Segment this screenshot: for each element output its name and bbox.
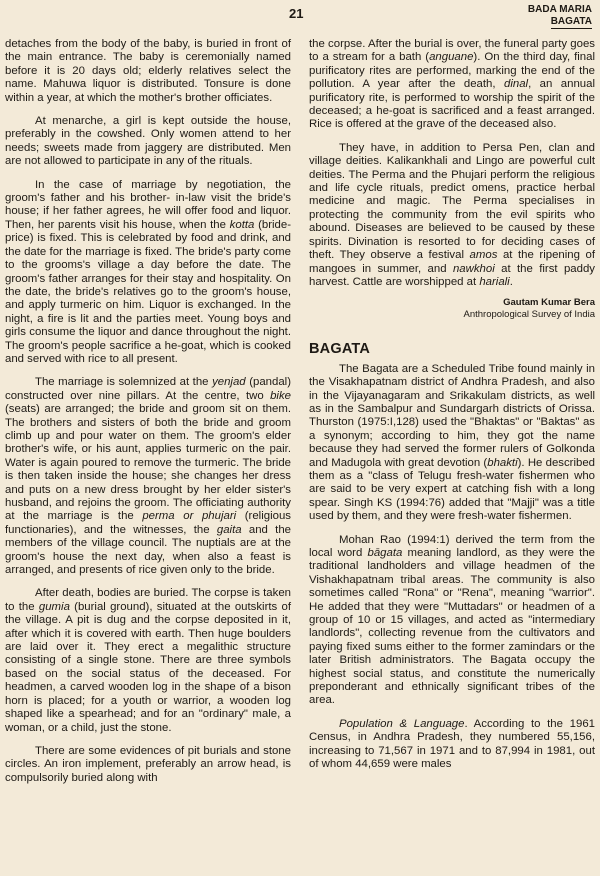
term: nawkhoi — [452, 262, 495, 275]
author-signature — [309, 297, 595, 321]
page-number: 21 — [289, 6, 304, 21]
term: gaita — [216, 523, 242, 536]
section-heading: BAGATA — [309, 341, 371, 358]
paragraph: Population & Language. According to the 1961 Census, in Andhra Pradesh, they numbered 55,156, increasing to 71,567 in 1971 and to 87,994 in 1981, out of whom 44,659 were males — [309, 717, 595, 771]
paragraph: the corpse. After the burial is over, the funeral party goes to a stream for a bath (anguane). On the third day, final purificatory rites are performed, marking the end of the pollution. A year after the death, dinal, an annual purificatory rite, is performed to worship the spirit of the deceased; a he-goat is sacrificed and a feast arranged. Rice is offered at the grave of the deceased also. — [309, 38, 595, 131]
term: dinal — [504, 78, 529, 91]
paragraph: There are some evidences of pit burials and stone circles. An iron implement, preferably an arrow head, is compulsorily buried along with — [5, 744, 291, 784]
author-affiliation: Anthropological Survey of India — [463, 309, 595, 321]
right-column — [309, 38, 595, 782]
term: perma or phujari — [142, 510, 237, 523]
paragraph: They have, in addition to Persa Pen, clan and village deities. Kalikankhali and Lingo are powerful cult deities. The Perma and the Phujari perform the religious and life cycle rituals, predict omens, practice herbal medicine and magic. The Perma specialises in protecting the community from the evil spirits who abound. Diseases are believed to be caused by these spirits. Divination is resorted to for deciding cases of theft. They observe a festival amos at the ripening of mangoes in summer, and nawkhoi at the first paddy harvest. Cattle are worshipped at hariali. — [309, 141, 595, 288]
term: bhakti — [487, 456, 518, 469]
term: gumia — [38, 600, 70, 613]
paragraph: detaches from the body of the baby, is buried in front of the main entrance. The baby is ceremonially named before it is 20 days old; elderly relatives select the name. Mahuwa liquor is distributed. Tonsure is done within a year, at which the mother's brother officiates. — [5, 38, 291, 104]
paragraph: The Bagata are a Scheduled Tribe found mainly in the Visakhapatnam district of Andhra Pradesh, and also in the Vijayanagaram and Srikakulam districts, as well as in the Sambalpur and Sundargarh districts of Orissa. Thurston (1975:I,128) used the "Bhaktas" or "Baktas" as a synonym; according to him, they got the name because they had served the former rulers of Golkonda and Madugola with great devotion (bhakti). He described them as a "class of Telugu fresh-water fishermen who are said to be very expert at catching fish with a long spear. Singh KS (1994:76) added that "Majji" was a title used by them, and they were fresh-water fishermen. — [309, 362, 595, 523]
paragraph: The marriage is solemnized at the yenjad (pandal) constructed over nine pillars. At the centre, two bike (seats) are arranged; the bride and groom sit on them. The brothers and sisters of both the bride and groom climb up and pour water on them. The groom's elder brother's wife, or his aunt, applies turmeric on the pair. Water is again poured to remove the turmeric. The bride is then taken inside the house; she changes her dress and puts on a new dress brought by her elder sister's husband, and rejoins the groom. The officiating authority at the marriage is the perma or phujari (religious functionaries), and the witnesses, the gaita and the members of the village council. The nuptials are at the groom's house the next day, when also a feast is arranged, and presents of rice given only to the bride. — [5, 376, 292, 577]
term: bāgata — [367, 547, 403, 559]
term: Population & Language — [339, 717, 465, 730]
running-subtitle: BAGATA — [550, 16, 592, 27]
paragraph: In the case of marriage by negotiation, the groom's father and his brother- in-law visit the bride's house; if her father agrees, he will offer food and liquor. Then, her parents visit his house, when the kotta (bride-price) is fixed. This is celebrated by food and drink, and the date for the marriage is fixed. The bride's party come to the grooms's village a day before the date. The groom's father arranges for their stay and hospitality. On the date, the bride's relatives go to the groom's house, and apply turmeric on him. Liquor is exchanged. In the night, a fire is lit and the parties meet. Young boys and girls consume the liquor and dance throughout the night. The groom's people sacrifice a he-goat, which is cooked and served with rice to all present. — [5, 178, 291, 365]
paragraph: At menarche, a girl is kept outside the house, preferably in the cowshed. Only women attend to her needs; sweets made from jaggery are distributed. Men are not allowed to participate in any of the rituals. — [5, 115, 291, 168]
term: kotta — [229, 218, 255, 231]
term: anguane — [429, 51, 474, 64]
paragraph: After death, bodies are buried. The corpse is taken to the gumia (burial ground), situated at the outskirts of the village. A pit is dug and the corpse deposited in it, after which it is covered with earth. Then huge boulders are laid over it. They erect a megalithic structure consisting of a single stone. There are three symbols based on the social status of the deceased. For headmen, a carved wooden log in the shape of a bison horn is placed; for a youth or warrior, a wooden log shaped like a spearhead; and for an "ordinary" male, a woman, or a child, just the stone. — [5, 587, 291, 734]
term: yenjad — [212, 376, 246, 389]
page-header — [0, 4, 600, 30]
term: amos — [469, 249, 498, 262]
paragraph: Mohan Rao (1994:1) derived the term from the local word bāgata meaning landlord, as they were the traditional landholders and village headmen of the Vishakhapatnam tribal areas. The community is also sometimes called "Rona" or "Rena", meaning "warrior". He added that they were "Muttadars" or headmen of a group of 10 or 15 villages, and acted as "intermediary landlords", collecting revenue from the cultivators and paying fixed sums either to the former zamindars or the later British administrators. The Bagata occupy the highest social status, and constitute the numerically preponderant and ethnically significant tribes of the area. — [309, 533, 595, 707]
running-header — [528, 4, 592, 29]
author-name: Gautam Kumar Bera — [503, 297, 595, 309]
running-title: BADA MARIA — [527, 4, 592, 15]
term: bike — [270, 389, 291, 402]
term: hariali — [479, 275, 510, 288]
left-column — [5, 38, 291, 795]
